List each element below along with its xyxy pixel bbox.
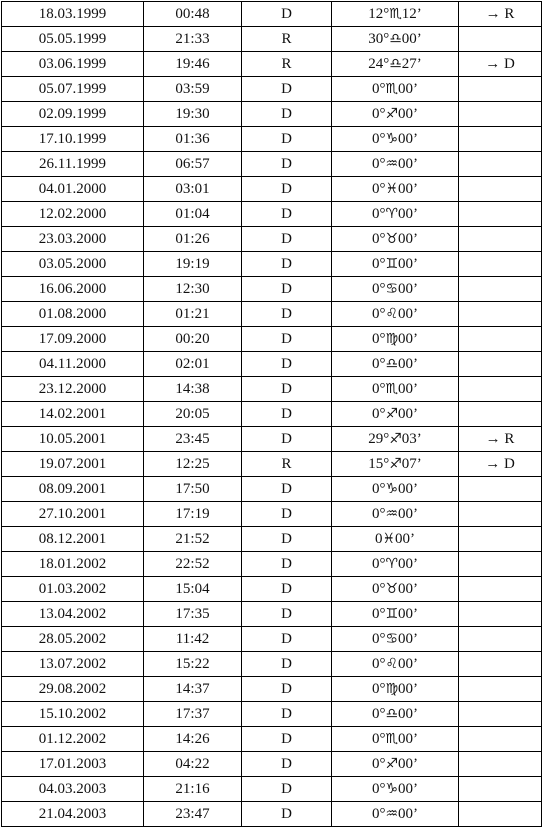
direction-cell: D	[242, 477, 332, 502]
station-note-cell	[459, 377, 542, 402]
zodiac-sign-icon: ♎	[385, 355, 399, 372]
minute-value: 00’	[398, 355, 419, 372]
direction-cell: D	[242, 352, 332, 377]
minute-value: 00’	[398, 605, 419, 622]
station-note-cell	[459, 727, 542, 752]
zodiac-sign-icon: ♏	[389, 5, 402, 22]
minute-value: 00’	[398, 555, 419, 572]
time-cell: 12:25	[144, 452, 242, 477]
zodiac-sign-icon: ♋	[385, 630, 399, 647]
table-row	[2, 102, 542, 127]
date-cell: 19.07.2001	[2, 452, 144, 477]
position-cell	[332, 302, 459, 327]
station-note-cell	[459, 777, 542, 802]
time-cell: 15:22	[144, 652, 242, 677]
direction-cell: D	[242, 727, 332, 752]
degree-value: 0°	[371, 255, 386, 272]
direction-cell: D	[242, 752, 332, 777]
time-cell: 12:30	[144, 277, 242, 302]
station-note-cell	[459, 177, 542, 202]
table-row	[2, 577, 542, 602]
time-cell: 20:05	[144, 402, 242, 427]
date-cell: 12.02.2000	[2, 202, 144, 227]
degree-value: 0°	[371, 480, 386, 497]
time-cell: 17:35	[144, 602, 242, 627]
table-row	[2, 352, 542, 377]
table-row	[2, 527, 542, 552]
degree-value: 0°	[371, 755, 386, 772]
degree-value: 12°	[368, 5, 390, 22]
date-cell: 17.01.2003	[2, 752, 144, 777]
degree-value: 0°	[371, 305, 386, 322]
zodiac-sign-icon: ♐	[385, 755, 399, 772]
date-cell: 23.03.2000	[2, 227, 144, 252]
minute-value: 07’	[401, 455, 422, 472]
zodiac-sign-icon: ♒	[385, 505, 399, 522]
position-cell	[332, 577, 459, 602]
table-body	[2, 2, 542, 827]
table-row	[2, 702, 542, 727]
table-row	[2, 227, 542, 252]
date-cell: 18.03.1999	[2, 2, 144, 27]
position-cell	[332, 627, 459, 652]
table-row	[2, 427, 542, 452]
time-cell: 23:45	[144, 427, 242, 452]
direction-cell: D	[242, 677, 332, 702]
date-cell: 13.04.2002	[2, 602, 144, 627]
degree-value: 29°	[368, 430, 390, 447]
station-note-cell	[459, 652, 542, 677]
station-note-cell	[459, 77, 542, 102]
position-cell	[332, 152, 459, 177]
date-cell: 23.12.2000	[2, 377, 144, 402]
position-cell	[332, 452, 459, 477]
minute-value: 00’	[398, 630, 419, 647]
date-cell: 28.05.2002	[2, 627, 144, 652]
direction-cell: D	[242, 252, 332, 277]
degree-value: 0°	[371, 380, 386, 397]
station-note-cell	[459, 702, 542, 727]
minute-value: 00’	[398, 730, 419, 747]
direction-cell: D	[242, 327, 332, 352]
position-cell	[332, 677, 459, 702]
date-cell: 13.07.2002	[2, 652, 144, 677]
station-note-cell: → R	[459, 2, 542, 27]
zodiac-sign-icon: ♎	[385, 705, 399, 722]
time-cell: 14:37	[144, 677, 242, 702]
table-row	[2, 277, 542, 302]
date-cell: 04.03.2003	[2, 777, 144, 802]
minute-value: 00’	[398, 280, 419, 297]
zodiac-sign-icon: ♎	[389, 55, 402, 72]
ephemeris-table	[1, 1, 542, 827]
time-cell: 04:22	[144, 752, 242, 777]
date-cell: 03.05.2000	[2, 252, 144, 277]
direction-cell: D	[242, 652, 332, 677]
position-cell	[332, 352, 459, 377]
degree-value: 0°	[371, 130, 386, 147]
direction-cell: D	[242, 127, 332, 152]
table-row	[2, 252, 542, 277]
date-cell: 17.09.2000	[2, 327, 144, 352]
table-row	[2, 652, 542, 677]
zodiac-sign-icon: ♏	[385, 380, 399, 397]
date-cell: 21.04.2003	[2, 802, 144, 827]
time-cell: 01:04	[144, 202, 242, 227]
degree-value: 0°	[371, 730, 386, 747]
station-note-cell: → D	[459, 452, 542, 477]
position-cell	[332, 652, 459, 677]
table-row	[2, 77, 542, 102]
position-cell	[332, 602, 459, 627]
minute-value: 00’	[398, 705, 419, 722]
time-cell: 03:01	[144, 177, 242, 202]
station-note-cell	[459, 552, 542, 577]
station-note-cell	[459, 477, 542, 502]
zodiac-sign-icon: ♐	[385, 405, 399, 422]
position-cell	[332, 477, 459, 502]
direction-cell: D	[242, 702, 332, 727]
position-cell	[332, 777, 459, 802]
date-cell: 04.01.2000	[2, 177, 144, 202]
minute-value: 12’	[401, 5, 422, 22]
degree-value: 24°	[368, 55, 390, 72]
station-note-cell	[459, 602, 542, 627]
minute-value: 00’	[398, 155, 419, 172]
position-cell	[332, 52, 459, 77]
table-row	[2, 752, 542, 777]
zodiac-sign-icon: ♈	[385, 555, 399, 572]
position-cell	[332, 402, 459, 427]
direction-cell: D	[242, 802, 332, 827]
station-note-cell	[459, 302, 542, 327]
time-cell: 22:52	[144, 552, 242, 577]
time-cell: 17:37	[144, 702, 242, 727]
direction-cell: D	[242, 602, 332, 627]
zodiac-sign-icon: ♉	[385, 580, 399, 597]
time-cell: 11:42	[144, 627, 242, 652]
degree-value: 0°	[371, 630, 386, 647]
zodiac-sign-icon: ♏	[385, 80, 399, 97]
degree-value: 0°	[371, 205, 386, 222]
degree-value: 0°	[371, 330, 386, 347]
date-cell: 08.12.2001	[2, 527, 144, 552]
minute-value: 00’	[398, 80, 419, 97]
table-row	[2, 202, 542, 227]
station-note-cell: → R	[459, 427, 542, 452]
minute-value: 00’	[398, 180, 419, 197]
position-cell	[332, 327, 459, 352]
minute-value: 00’	[398, 305, 419, 322]
time-cell: 21:33	[144, 27, 242, 52]
table-row	[2, 327, 542, 352]
station-note-cell	[459, 252, 542, 277]
table-row	[2, 2, 542, 27]
direction-cell: D	[242, 377, 332, 402]
zodiac-sign-icon: ♒	[385, 805, 399, 822]
position-cell	[332, 102, 459, 127]
degree-value: 0°	[371, 155, 386, 172]
degree-value: 0°	[371, 230, 386, 247]
time-cell: 01:26	[144, 227, 242, 252]
minute-value: 00’	[398, 805, 419, 822]
time-cell: 14:38	[144, 377, 242, 402]
degree-value: 0°	[371, 555, 386, 572]
zodiac-sign-icon: ♌	[385, 305, 399, 322]
direction-cell: D	[242, 277, 332, 302]
zodiac-sign-icon: ♑	[385, 480, 399, 497]
position-cell	[332, 802, 459, 827]
minute-value: 27’	[401, 55, 422, 72]
date-cell: 14.02.2001	[2, 402, 144, 427]
table-row	[2, 802, 542, 827]
date-cell: 26.11.1999	[2, 152, 144, 177]
minute-value: 00’	[398, 755, 419, 772]
time-cell: 03:59	[144, 77, 242, 102]
station-note-cell	[459, 352, 542, 377]
position-cell	[332, 427, 459, 452]
degree-value: 0°	[371, 405, 386, 422]
degree-value: 0°	[371, 580, 386, 597]
minute-value: 00’	[398, 680, 419, 697]
position-cell	[332, 277, 459, 302]
station-note-cell	[459, 527, 542, 552]
zodiac-sign-icon: ♊	[385, 605, 399, 622]
minute-value: 00’	[398, 505, 419, 522]
position-cell	[332, 752, 459, 777]
position-cell	[332, 177, 459, 202]
time-cell: 00:48	[144, 2, 242, 27]
zodiac-sign-icon: ♓	[385, 180, 399, 197]
date-cell: 27.10.2001	[2, 502, 144, 527]
station-note-cell	[459, 327, 542, 352]
time-cell: 19:30	[144, 102, 242, 127]
time-cell: 01:21	[144, 302, 242, 327]
station-note-cell	[459, 127, 542, 152]
zodiac-sign-icon: ♐	[389, 455, 402, 472]
position-cell	[332, 527, 459, 552]
zodiac-sign-icon: ♎	[389, 30, 402, 47]
zodiac-sign-icon: ♑	[385, 130, 399, 147]
table-row	[2, 377, 542, 402]
station-note-cell	[459, 402, 542, 427]
zodiac-sign-icon: ♍	[385, 330, 399, 347]
direction-cell: D	[242, 627, 332, 652]
minute-value: 00’	[398, 255, 419, 272]
degree-value: 15°	[368, 455, 390, 472]
date-cell: 01.08.2000	[2, 302, 144, 327]
direction-cell: D	[242, 552, 332, 577]
date-cell: 15.10.2002	[2, 702, 144, 727]
table-row	[2, 502, 542, 527]
time-cell: 01:36	[144, 127, 242, 152]
time-cell: 00:20	[144, 327, 242, 352]
table-row	[2, 677, 542, 702]
zodiac-sign-icon: ♑	[385, 780, 399, 797]
time-cell: 06:57	[144, 152, 242, 177]
direction-cell: D	[242, 227, 332, 252]
table-row	[2, 627, 542, 652]
station-note-cell	[459, 502, 542, 527]
position-cell	[332, 202, 459, 227]
station-note-cell: → D	[459, 52, 542, 77]
direction-cell: D	[242, 577, 332, 602]
zodiac-sign-icon: ♒	[385, 155, 399, 172]
time-cell: 19:19	[144, 252, 242, 277]
direction-cell: D	[242, 152, 332, 177]
time-cell: 15:04	[144, 577, 242, 602]
table-row	[2, 152, 542, 177]
date-cell: 01.03.2002	[2, 577, 144, 602]
degree-value: 0°	[371, 180, 386, 197]
date-cell: 03.06.1999	[2, 52, 144, 77]
position-cell	[332, 2, 459, 27]
zodiac-sign-icon: ♐	[385, 105, 399, 122]
zodiac-sign-icon: ♍	[385, 680, 399, 697]
date-cell: 01.12.2002	[2, 727, 144, 752]
table-row	[2, 127, 542, 152]
position-cell	[332, 27, 459, 52]
degree-value: 0	[374, 530, 383, 547]
degree-value: 0°	[371, 705, 386, 722]
position-cell	[332, 702, 459, 727]
direction-cell: D	[242, 502, 332, 527]
table-row	[2, 177, 542, 202]
time-cell: 19:46	[144, 52, 242, 77]
minute-value: 00’	[398, 380, 419, 397]
direction-cell: D	[242, 302, 332, 327]
zodiac-sign-icon: ♏	[385, 730, 399, 747]
zodiac-sign-icon: ♌	[385, 655, 399, 672]
station-note-cell	[459, 802, 542, 827]
date-cell: 17.10.1999	[2, 127, 144, 152]
minute-value: 00’	[398, 655, 419, 672]
station-note-cell	[459, 577, 542, 602]
degree-value: 0°	[371, 505, 386, 522]
minute-value: 00’	[398, 130, 419, 147]
station-note-cell	[459, 227, 542, 252]
direction-cell: D	[242, 177, 332, 202]
position-cell	[332, 252, 459, 277]
minute-value: 00’	[398, 580, 419, 597]
degree-value: 0°	[371, 355, 386, 372]
direction-cell: D	[242, 102, 332, 127]
position-cell	[332, 552, 459, 577]
time-cell: 14:26	[144, 727, 242, 752]
zodiac-sign-icon: ♋	[385, 280, 399, 297]
direction-cell: D	[242, 2, 332, 27]
station-note-cell	[459, 27, 542, 52]
minute-value: 00’	[398, 405, 419, 422]
table-row	[2, 302, 542, 327]
table-row	[2, 602, 542, 627]
direction-cell: R	[242, 27, 332, 52]
station-note-cell	[459, 102, 542, 127]
table-row	[2, 452, 542, 477]
position-cell	[332, 377, 459, 402]
direction-cell: R	[242, 452, 332, 477]
degree-value: 0°	[371, 605, 386, 622]
minute-value: 00’	[398, 480, 419, 497]
date-cell: 05.07.1999	[2, 77, 144, 102]
date-cell: 18.01.2002	[2, 552, 144, 577]
zodiac-sign-icon: ♉	[385, 230, 399, 247]
station-note-cell	[459, 152, 542, 177]
degree-value: 30°	[368, 30, 390, 47]
position-cell	[332, 77, 459, 102]
date-cell: 10.05.2001	[2, 427, 144, 452]
time-cell: 02:01	[144, 352, 242, 377]
zodiac-sign-icon: ♊	[385, 255, 399, 272]
time-cell: 21:16	[144, 777, 242, 802]
date-cell: 02.09.1999	[2, 102, 144, 127]
direction-cell: D	[242, 202, 332, 227]
minute-value: 00’	[401, 30, 422, 47]
time-cell: 17:50	[144, 477, 242, 502]
zodiac-sign-icon: ♈	[385, 205, 399, 222]
position-cell	[332, 727, 459, 752]
degree-value: 0°	[371, 805, 386, 822]
direction-cell: R	[242, 52, 332, 77]
degree-value: 0°	[371, 780, 386, 797]
station-note-cell	[459, 752, 542, 777]
station-note-cell	[459, 277, 542, 302]
time-cell: 17:19	[144, 502, 242, 527]
minute-value: 00’	[398, 205, 419, 222]
date-cell: 16.06.2000	[2, 277, 144, 302]
time-cell: 23:47	[144, 802, 242, 827]
minute-value: 00’	[398, 330, 419, 347]
zodiac-sign-icon: ♓	[382, 530, 396, 547]
station-note-cell	[459, 677, 542, 702]
minute-value: 03’	[401, 430, 422, 447]
table-row	[2, 402, 542, 427]
position-cell	[332, 227, 459, 252]
date-cell: 08.09.2001	[2, 477, 144, 502]
date-cell: 29.08.2002	[2, 677, 144, 702]
table-row	[2, 727, 542, 752]
degree-value: 0°	[371, 280, 386, 297]
minute-value: 00’	[398, 230, 419, 247]
minute-value: 00’	[398, 780, 419, 797]
station-note-cell	[459, 627, 542, 652]
degree-value: 0°	[371, 680, 386, 697]
position-cell	[332, 127, 459, 152]
direction-cell: D	[242, 77, 332, 102]
time-cell: 21:52	[144, 527, 242, 552]
degree-value: 0°	[371, 655, 386, 672]
minute-value: 00’	[395, 530, 416, 547]
date-cell: 05.05.1999	[2, 27, 144, 52]
table-row	[2, 27, 542, 52]
station-note-cell	[459, 202, 542, 227]
direction-cell: D	[242, 402, 332, 427]
degree-value: 0°	[371, 105, 386, 122]
date-cell: 04.11.2000	[2, 352, 144, 377]
degree-value: 0°	[371, 80, 386, 97]
table-row	[2, 777, 542, 802]
position-cell	[332, 502, 459, 527]
zodiac-sign-icon: ♐	[389, 430, 402, 447]
table-row	[2, 52, 542, 77]
direction-cell: D	[242, 427, 332, 452]
direction-cell: D	[242, 777, 332, 802]
table-row	[2, 552, 542, 577]
minute-value: 00’	[398, 105, 419, 122]
table-row	[2, 477, 542, 502]
direction-cell: D	[242, 527, 332, 552]
